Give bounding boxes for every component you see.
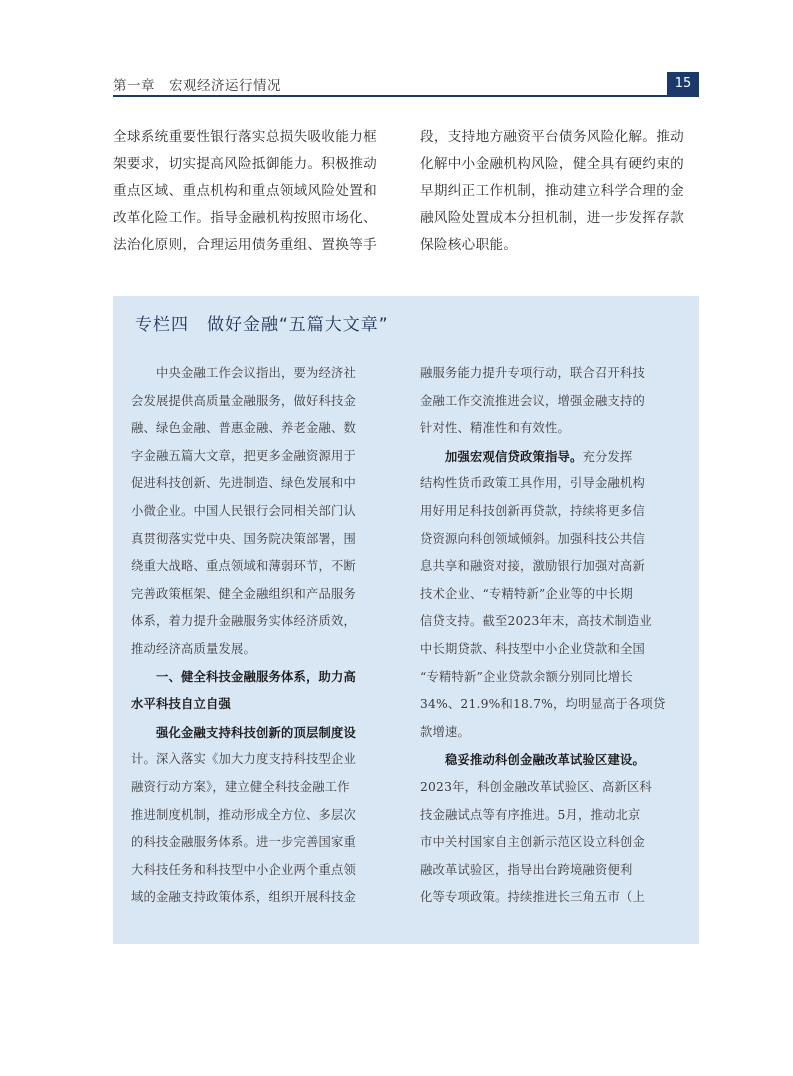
paragraph-line: 架要求，切实提高风险抵御能力。积极推动 [113, 156, 377, 173]
box-line: 融改革试验区，指导出台跨境融资便利 [420, 862, 633, 877]
box-line: 34%、21.9%和18.7%，均明显高于各项贷 [420, 697, 666, 712]
box-line-mixed [420, 443, 688, 471]
page-header [113, 72, 699, 96]
box-line: 市中关村国家自主创新示范区设立科创金 [420, 835, 645, 850]
box-line: 推进制度机制，推动形成全方位、多层次 [131, 807, 356, 822]
box-line: 融、绿色金融、普惠金融、养老金融、数 [131, 421, 356, 436]
box-line: 体系，着力提升金融服务实体经济质效， [131, 614, 356, 629]
box-line: 的科技金融服务体系。进一步完善国家重 [131, 835, 356, 850]
box-line: 中长期贷款、科技型中小企业贷款和全国 [420, 641, 645, 656]
box-column-left [131, 360, 399, 912]
box-line-text: 充分发挥 [582, 449, 633, 464]
paragraph-line: 全球系统重要性银行落实总损失吸收能力框 [113, 129, 377, 145]
paragraph-line: 重点区域、重点机构和重点领域风险处置和 [113, 183, 377, 200]
box-line: “专精特新”企业贷款余额分别同比增长 [420, 669, 633, 684]
box-line: 针对性、精准性和有效性。 [420, 421, 570, 436]
paragraph-line: 早期纠正工作机制，推动建立科学合理的金 [420, 183, 684, 200]
section-heading: 水平科技自立自强 [131, 697, 231, 712]
box-line: 技金融试点等有序推进。5月，推动北京 [420, 807, 641, 822]
box-line: 信贷支持。截至2023年末，高技术制造业 [420, 614, 653, 629]
box-line: 贷资源向科创领域倾斜。加强科技公共信 [420, 531, 645, 546]
box-line: 推动经济高质量发展。 [131, 641, 256, 656]
box-line: 会发展提供高质量金融服务，做好科技金 [131, 393, 356, 408]
box-line: 小微企业。中国人民银行会同相关部门认 [131, 503, 356, 518]
box-line: 技术企业、“专精特新”企业等的中长期 [420, 586, 633, 601]
paragraph-line: 融风险处置成本分担机制，进一步发挥存款 [420, 210, 684, 227]
section-heading: 一、健全科技金融服务体系，助力高 [131, 669, 356, 684]
subheading-line: 稳妥推动科创金融改革试验区建设。 [420, 752, 645, 768]
box-line: 用好用足科技创新再贷款，持续将更多信 [420, 503, 645, 518]
box-line: 绕重大战略、重点领域和薄弱环节，不断 [131, 559, 356, 574]
paragraph-line: 保险核心职能。 [420, 237, 518, 254]
box-line: 金融工作交流推进会议，增强金融支持的 [420, 393, 645, 408]
page-number-badge: 15 [667, 72, 699, 95]
box-column-right [420, 360, 688, 912]
box-line: 字金融五篇大文章，把更多金融资源用于 [131, 448, 356, 463]
paragraph-line: 段，支持地方融资平台债务风险化解。推动 [420, 129, 684, 145]
box-line: 息共享和融资对接，激励银行加强对高新 [420, 559, 645, 574]
feature-box [113, 296, 699, 944]
box-line: 计。深入落实《加大力度支持科技型企业 [131, 752, 356, 767]
box-line: 真贯彻落实党中央、国务院决策部署，围 [131, 531, 356, 546]
paragraph-line: 法治化原则，合理运用债务重组、置换等手 [113, 237, 377, 254]
subheading-inline: 加强宏观信贷政策指导。 [420, 448, 583, 464]
box-line: 大科技任务和科技型中小企业两个重点领 [131, 862, 356, 877]
box-line: 结构性货币政策工具作用，引导金融机构 [420, 476, 645, 491]
box-line: 2023年，科创金融改革试验区、高新区科 [420, 779, 653, 794]
box-line: 款增速。 [420, 724, 470, 739]
box-line: 域的金融支持政策体系，组织开展科技金 [131, 890, 356, 905]
box-line: 融服务能力提升专项行动，联合召开科技 [420, 366, 645, 380]
paragraph-line: 改革化险工作。指导金融机构按照市场化、 [113, 210, 377, 227]
box-line: 完善政策框架、健全金融组织和产品服务 [131, 586, 356, 601]
box-line: 融资行动方案》，建立健全科技金融工作 [131, 779, 350, 794]
paragraph-line: 化解中小金融机构风险，健全具有硬约束的 [420, 156, 684, 173]
box-line: 促进科技创新、先进制造、绿色发展和中 [131, 476, 356, 491]
header-divider [113, 95, 699, 97]
box-line: 中央金融工作会议指出，要为经济社 [131, 366, 356, 380]
box-line: 化等专项政策。持续推进长三角五市（上 [420, 890, 645, 905]
chapter-title: 第一章 宏观经济运行情况 [113, 78, 281, 94]
body-column-right [420, 124, 700, 259]
box-title: 专栏四 做好金融“五篇大文章” [135, 315, 389, 335]
subheading-line: 强化金融支持科技创新的顶层制度设 [131, 724, 356, 740]
body-column-left [113, 124, 393, 259]
